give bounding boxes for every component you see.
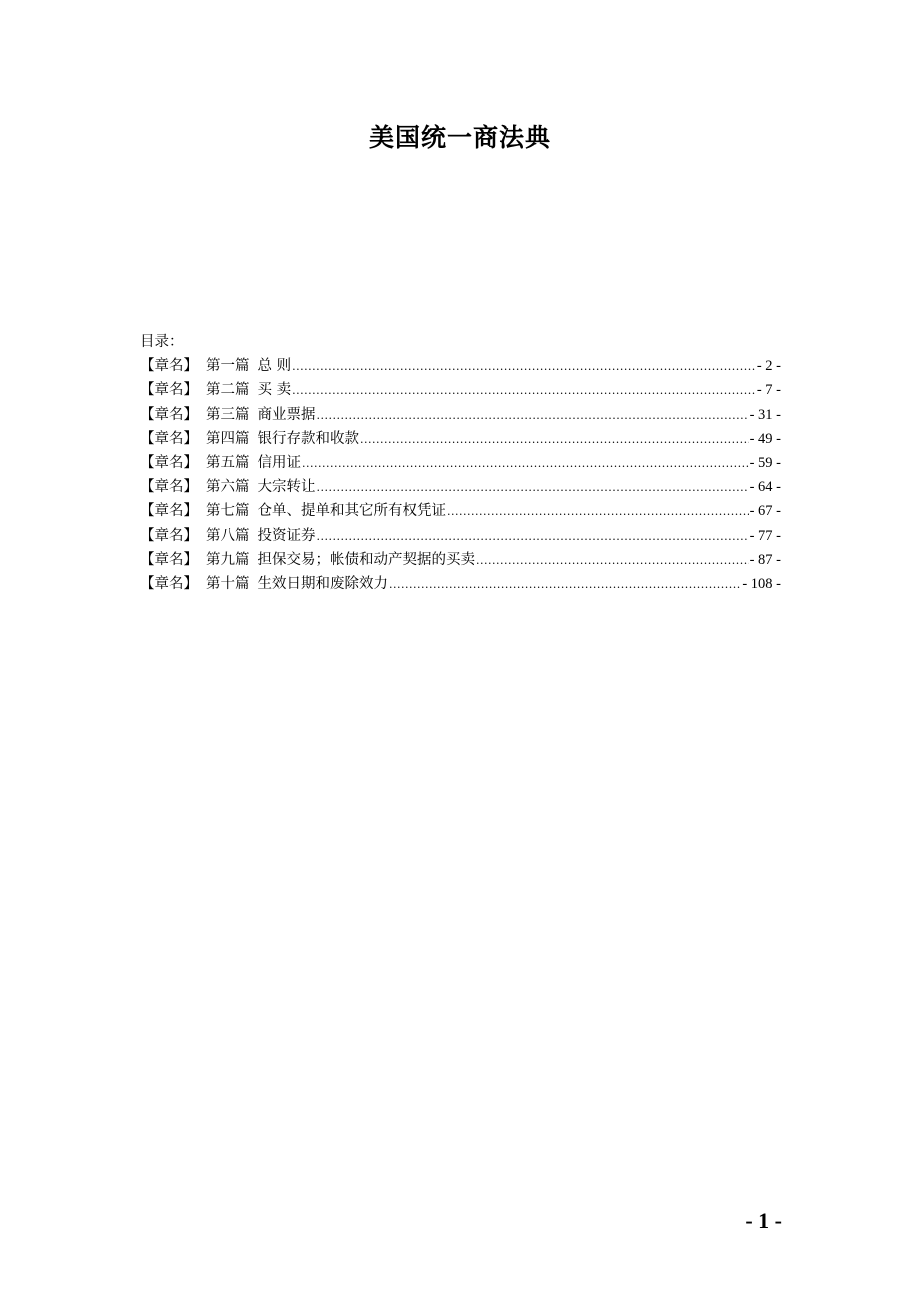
page-number: - 1 -: [745, 1208, 782, 1233]
toc-entry-name: 买 卖: [257, 382, 292, 399]
toc-entry[interactable]: [140, 451, 781, 475]
toc-entry-tag: 【章名】: [140, 479, 198, 496]
toc-dot-leader: [302, 452, 749, 476]
toc-entry-page: - 87 -: [749, 551, 781, 568]
toc-entry[interactable]: [140, 572, 781, 596]
toc-entry-part: 第八篇: [206, 527, 250, 544]
toc-dot-leader: [317, 476, 749, 500]
toc-entry-part: 第四篇: [206, 430, 250, 447]
toc-entry-part: 第六篇: [206, 479, 250, 496]
toc-entry-name: 商业票据: [257, 406, 316, 423]
toc-entry-part: 第九篇: [206, 551, 250, 568]
table-of-contents: [140, 330, 781, 596]
toc-entry[interactable]: [140, 427, 781, 451]
toc-entry-part: 第二篇: [206, 382, 250, 399]
toc-list: [140, 354, 781, 596]
toc-entry-page: - 2 -: [756, 358, 781, 375]
toc-entry[interactable]: [140, 475, 781, 499]
toc-entry-name: 担保交易；帐债和动产契据的买卖: [257, 551, 475, 568]
toc-dot-leader: [389, 573, 741, 597]
toc-entry-name: 大宗转让: [257, 479, 316, 496]
toc-entry-part: 第三篇: [206, 406, 250, 423]
toc-entry-tag: 【章名】: [140, 406, 198, 423]
toc-entry[interactable]: [140, 548, 781, 572]
toc-entry-tag: 【章名】: [140, 575, 198, 592]
toc-dot-leader: [292, 355, 756, 379]
toc-entry-part: 第五篇: [206, 454, 250, 471]
toc-entry-page: - 64 -: [749, 479, 781, 496]
toc-entry-name: 总 则: [257, 358, 292, 375]
toc-entry-page: - 77 -: [749, 527, 781, 544]
toc-entry-page: - 59 -: [749, 454, 781, 471]
toc-entry-name: 仓单、提单和其它所有权凭证: [257, 503, 446, 520]
document-title: 美国统一商法典: [368, 123, 551, 152]
toc-entry[interactable]: [140, 403, 781, 427]
toc-dot-leader: [317, 525, 749, 549]
toc-entry-tag: 【章名】: [140, 551, 198, 568]
toc-entry[interactable]: [140, 378, 781, 402]
toc-entry-page: - 67 -: [749, 503, 781, 520]
toc-entry-tag: 【章名】: [140, 382, 198, 399]
toc-entry-page: - 31 -: [749, 406, 781, 423]
toc-dot-leader: [447, 500, 749, 524]
toc-heading: 目录：: [140, 334, 184, 350]
toc-entry[interactable]: [140, 354, 781, 378]
toc-entry-tag: 【章名】: [140, 454, 198, 471]
toc-entry-tag: 【章名】: [140, 527, 198, 544]
toc-entry-name: 银行存款和收款: [257, 430, 359, 447]
toc-dot-leader: [292, 379, 756, 403]
toc-entry-tag: 【章名】: [140, 503, 198, 520]
toc-dot-leader: [317, 404, 749, 428]
toc-entry-page: - 108 -: [742, 575, 781, 592]
toc-entry-page: - 7 -: [756, 382, 781, 399]
toc-dot-leader: [360, 428, 749, 452]
toc-entry-name: 信用证: [257, 454, 301, 471]
toc-entry-part: 第七篇: [206, 503, 250, 520]
toc-entry-page: - 49 -: [749, 430, 781, 447]
toc-entry-name: 投资证券: [257, 527, 316, 544]
toc-entry-part: 第一篇: [206, 358, 250, 375]
toc-entry-tag: 【章名】: [140, 358, 198, 375]
toc-dot-leader: [476, 549, 749, 573]
toc-entry-tag: 【章名】: [140, 430, 198, 447]
toc-entry[interactable]: [140, 524, 781, 548]
toc-entry-part: 第十篇: [206, 575, 250, 592]
toc-entry[interactable]: [140, 499, 781, 523]
toc-entry-name: 生效日期和废除效力: [257, 575, 388, 592]
